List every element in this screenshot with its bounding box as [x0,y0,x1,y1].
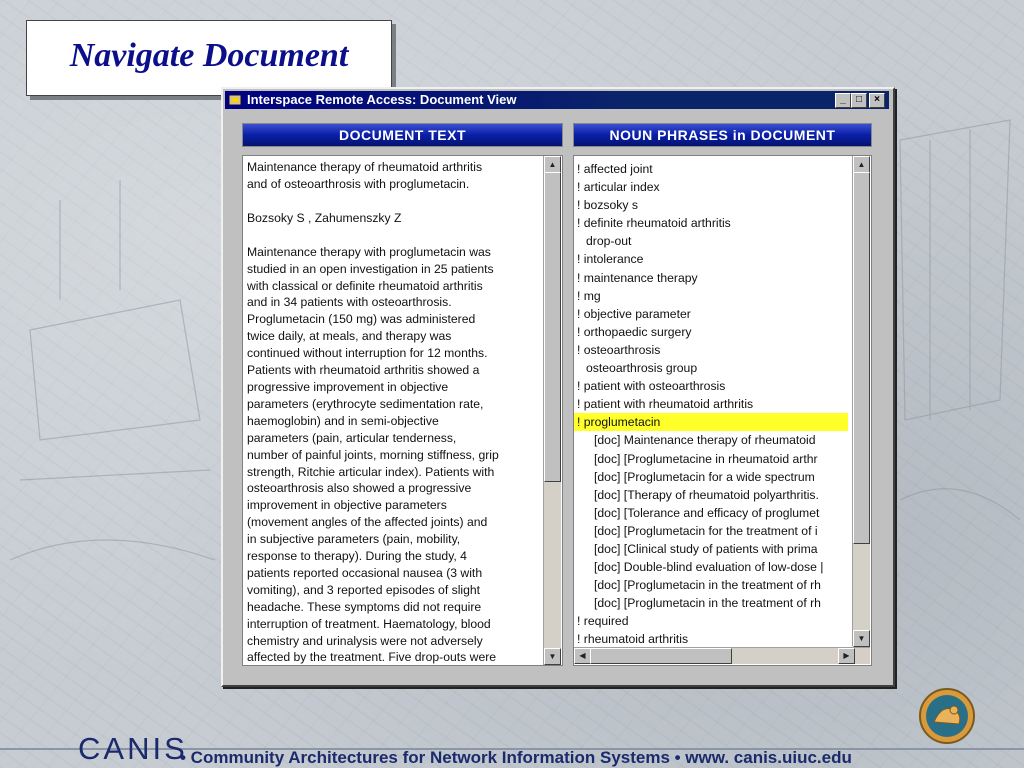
doc-abstract-line: improvement in objective parameters [247,498,447,513]
noun-phrase-item[interactable]: ! osteoarthrosis [577,342,661,357]
doc-abstract-line: number of painful joints, morning stiffness, grip [247,447,499,462]
doc-abstract-line: Proglumetacin (150 mg) was administered [247,312,476,327]
scroll-thumb[interactable] [544,172,561,482]
document-text-pane[interactable] [242,155,563,666]
noun-phrase-item[interactable]: ! required [577,614,629,629]
noun-phrases-pane[interactable] [573,155,872,666]
document-text [247,159,537,666]
canis-logo [912,686,982,746]
doc-abstract-line: with classical or definite rheumatoid arthritis [247,278,483,293]
doc-abstract-line: Maintenance therapy with proglumetacin was [247,244,491,259]
doc-abstract-line: response to therapy). During the study, 4 [247,549,467,564]
noun-phrase-item[interactable]: ! bozsoky s [577,198,638,213]
doc-abstract-line: in subjective parameters (pain, mobility, [247,532,461,547]
noun-phrases-header: NOUN PHRASES in DOCUMENT [573,123,872,147]
doc-abstract-line: affected by the treatment. Five drop-outs were [247,650,497,665]
scroll-left-button[interactable]: ◀ [574,648,591,664]
doc-abstract-line: headache. These symptoms did not require [247,599,482,614]
doc-abstract-line: osteoarthrosis also showed a progressive [247,481,472,496]
doc-link-item[interactable]: [doc] Double-blind evaluation of low-dose | [594,560,824,575]
doc-abstract-line: studied in an open investigation in 25 patients [247,261,494,276]
noun-phrase-item[interactable]: ! objective parameter [577,306,691,321]
slide-title-box [26,20,392,96]
doc-link-item[interactable]: [doc] [Proglumetacin in the treatment of rh [594,578,821,593]
noun-phrase-item[interactable]: ! definite rheumatoid arthritis [577,216,731,231]
doc-link-item[interactable]: [doc] [Tolerance and efficacy of proglumet [594,505,820,520]
doc-abstract-line: progressive improvement in objective [247,379,449,394]
slide-title: Navigate Document [69,37,349,74]
window-title: Interspace Remote Access: Document View [247,92,517,107]
noun-phrase-item[interactable]: osteoarthrosis group [586,361,698,376]
doc-abstract-line: haemoglobin) and in semi-objective [247,413,439,428]
doc-title-line: Maintenance therapy of rheumatoid arthritis [247,160,483,174]
maximize-button[interactable]: □ [851,93,867,108]
scroll-down-button[interactable]: ▼ [544,648,561,665]
close-button[interactable]: × [869,93,885,108]
doc-link-item[interactable]: [doc] [Proglumetacin in the treatment of rh [594,596,821,611]
doc-abstract [247,244,537,666]
doc-abstract-line: Patients with rheumatoid arthritis showed a [247,363,480,378]
doc-link-item[interactable]: [doc] [Proglumetacin for the treatment of i [594,523,818,538]
doc-abstract-line: twice daily, at meals, and therapy was [247,329,452,344]
doc-title-line: and of osteoarthrosis with proglumetacin. [247,176,470,191]
doc-abstract-line: patients reported occasional nausea (3 with [247,565,483,580]
scroll-right-button[interactable]: ▶ [838,648,855,664]
noun-phrase-item[interactable]: ! articular index [577,180,660,195]
scroll-down-button[interactable]: ▼ [853,630,870,647]
doc-abstract-line: chemistry and urinalysis were not adversely [247,633,483,648]
doc-abstract-line: (movement angles of the affected joints) and [247,515,488,530]
footer-tagline: • Community Architectures for Network Information Systems • www. canis.uiuc.edu [180,748,852,767]
document-vertical-scrollbar[interactable] [543,156,561,665]
noun-phrase-item[interactable]: ! orthopaedic surgery [577,324,692,339]
scroll-thumb[interactable] [590,648,732,664]
app-icon [229,94,241,106]
footer-brand: CANIS [78,731,188,766]
noun-phrase-item[interactable]: ! intolerance [577,252,644,267]
window-titlebar[interactable] [225,91,889,109]
noun-vertical-scrollbar[interactable] [852,156,870,646]
doc-authors: Bozsoky S , Zahumenszky Z [247,210,402,225]
doc-abstract-line: and in 34 patients with osteoarthrosis. [247,295,452,310]
doc-link-item[interactable]: [doc] [Clinical study of patients with prima [594,541,818,556]
doc-abstract-line: parameters (erythrocyte sedimentation rate, [247,396,484,411]
noun-phrase-item[interactable]: ! patient with osteoarthrosis [577,379,726,394]
scroll-up-button[interactable]: ▲ [544,156,561,173]
noun-phrase-item[interactable]: drop-out [586,234,632,249]
doc-link-item[interactable]: [doc] [Therapy of rheumatoid polyarthritis. [594,487,819,502]
scroll-up-button[interactable]: ▲ [853,156,870,173]
doc-abstract-line: continued without interruption for 12 months. [247,346,488,361]
noun-phrase-item[interactable]: ! mg [577,288,601,303]
doc-link-item[interactable]: [doc] [Proglumetacine in rheumatoid arthr [594,451,818,466]
noun-phrase-item[interactable]: ! patient with rheumatoid arthritis [577,397,754,412]
doc-link-item[interactable]: [doc] [Proglumetacin for a wide spectrum [594,469,815,484]
noun-horizontal-scrollbar[interactable] [574,647,870,664]
noun-phrase-item[interactable]: ! rheumatoid arthritis [577,632,689,647]
document-text-header: DOCUMENT TEXT [242,123,563,147]
doc-abstract-line: vomiting), and 3 reported episodes of slight [247,582,481,597]
doc-link-item[interactable]: [doc] Maintenance therapy of rheumatoid [594,433,816,448]
noun-phrase-item[interactable]: ! maintenance therapy [577,270,698,285]
doc-abstract-line: strength, Ritchie articular index). Patients with [247,464,495,479]
noun-phrase-list [574,160,848,649]
doc-abstract-line: interruption of treatment. Haematology, blood [247,616,491,631]
minimize-button[interactable]: _ [835,93,851,108]
scroll-thumb[interactable] [853,172,870,544]
noun-phrase-item[interactable]: ! proglumetacin [574,413,848,431]
document-view-window [221,87,895,687]
noun-phrase-item[interactable]: ! affected joint [577,162,653,176]
doc-abstract-line: parameters (pain, articular tenderness, [247,430,457,445]
